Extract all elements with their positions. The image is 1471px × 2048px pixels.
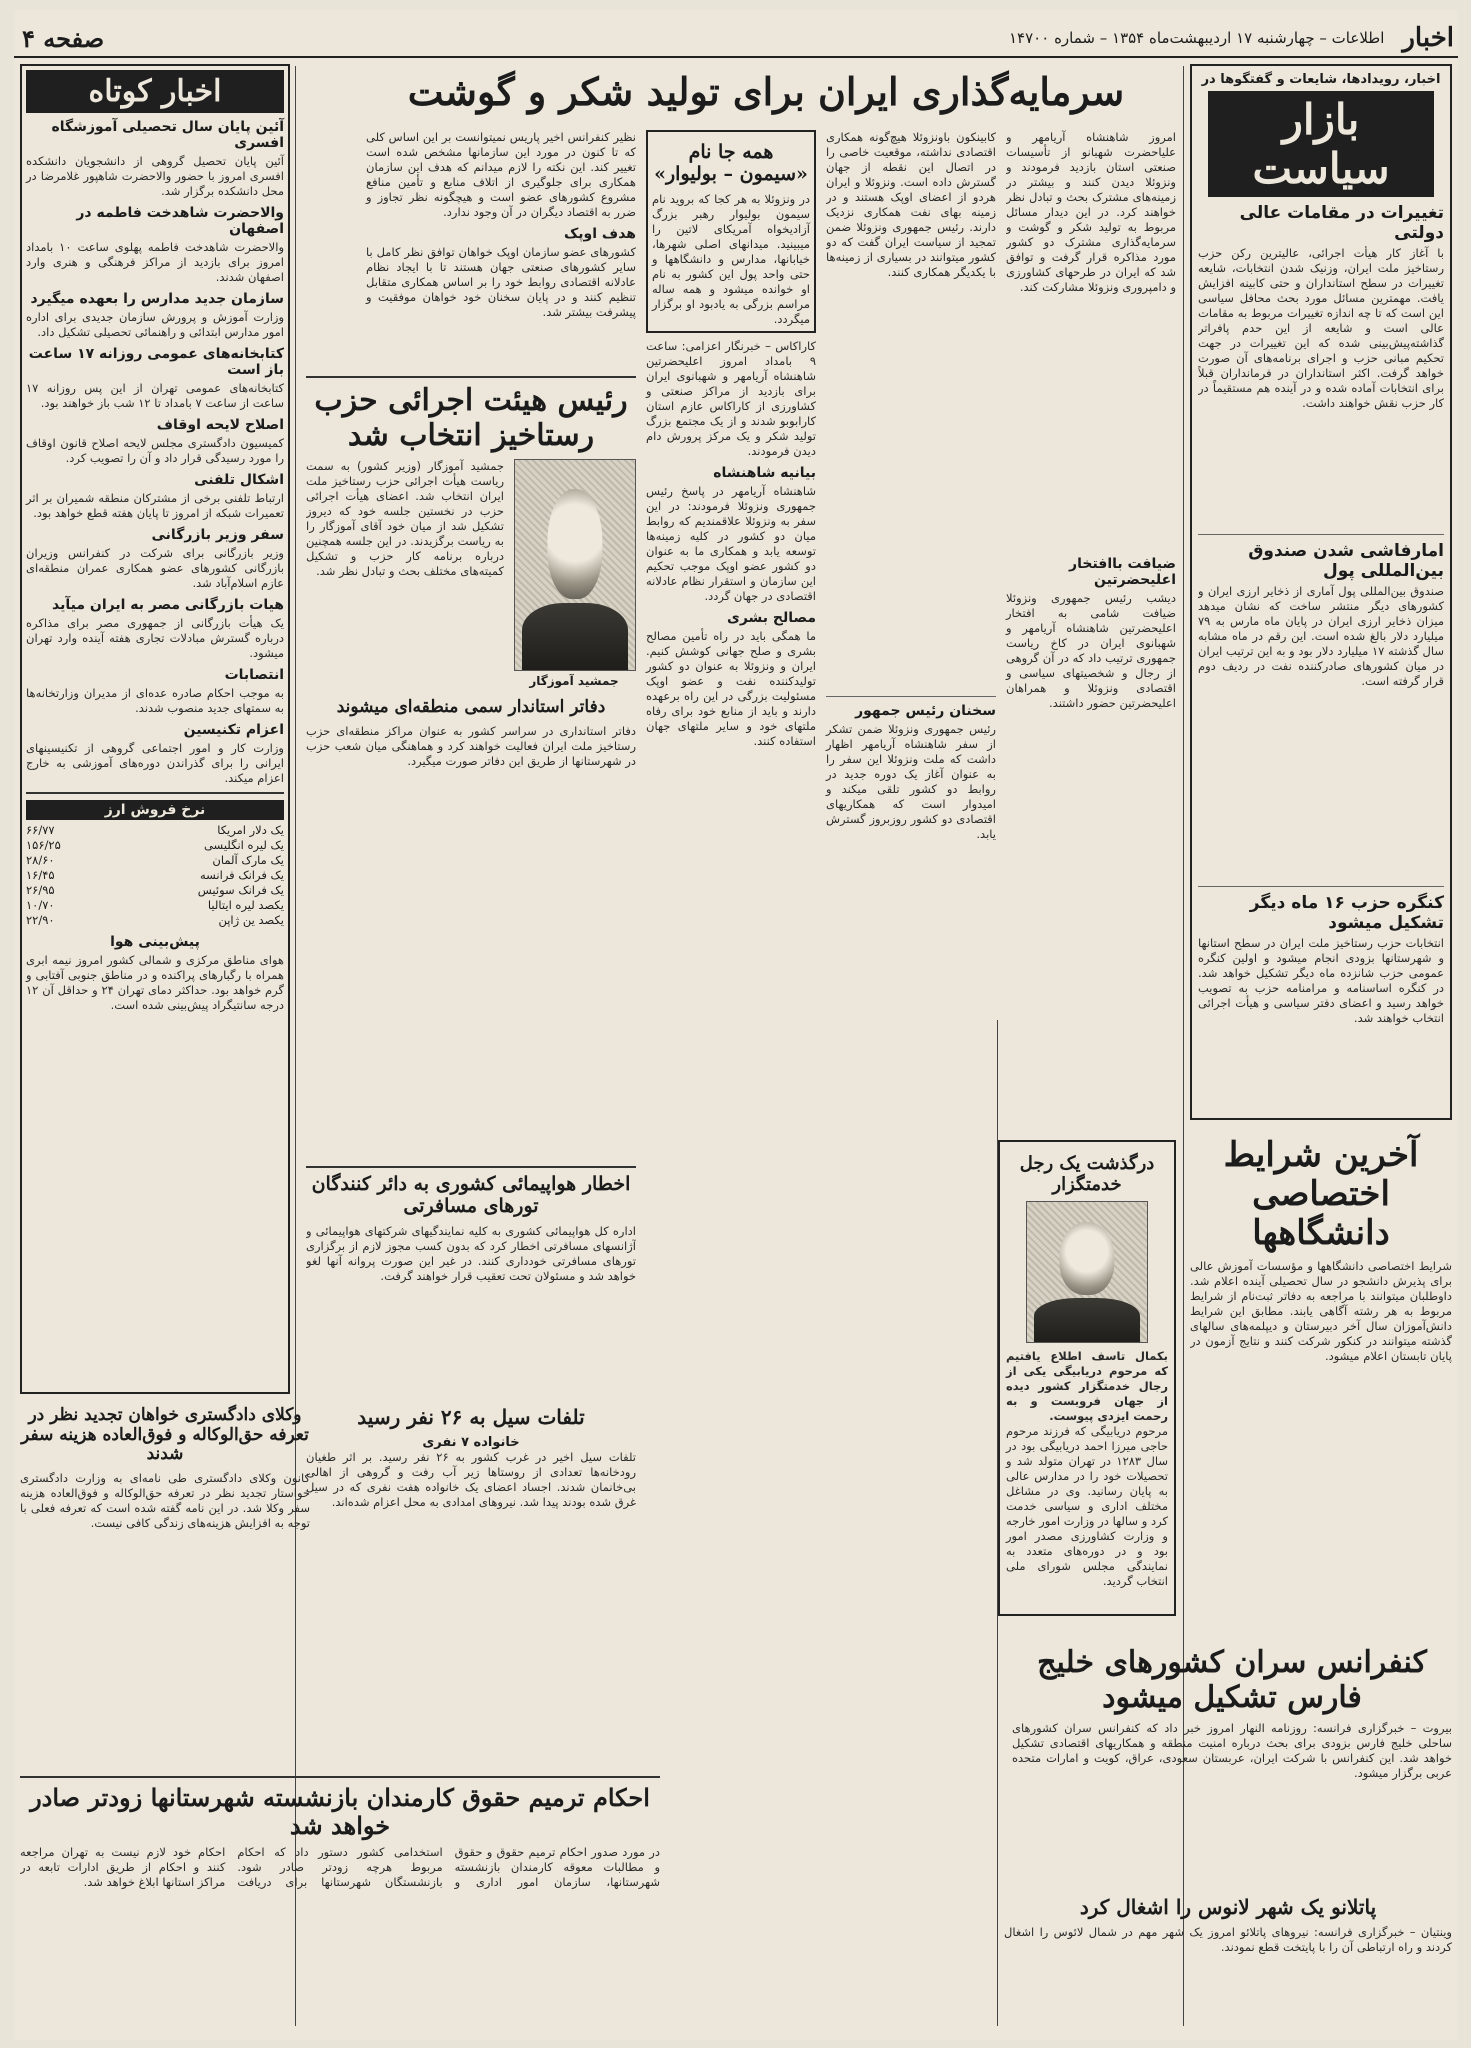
obituary-article [998, 1140, 1176, 1630]
brief-title: سازمان جدید مدارس را بعهده میگیرد [30, 291, 284, 307]
masthead [14, 20, 1458, 58]
statement-title: بیانیه شاهنشاه [713, 464, 816, 481]
office-body: دفاتر استانداری در سراسر کشور به عنوان مراکز منطقه‌ای حزب رستاخیز ملت ایران فعالیت خواهند کرد و هماهنگی میان شعب حزب در شهرستانها از طریق این دفاتر صورت میگیرد. [306, 723, 636, 768]
brief-body: یک هیأت بازرگانی از جمهوری مصر برای مذاکره درباره گسترش مبادلات تجاری هفته آینده وارد تهران میشود. [26, 616, 284, 660]
weather-title: پیش‌بینی هوا [110, 934, 200, 950]
weather-body: هوای مناطق مرکزی و شمالی کشور امروز نیمه ابری همراه با رگبارهای پراکنده و در مناطق جنوبی آفتابی و گرم خواهد بود. حداکثر دمای تهران ۲۴ و حداقل آن ۱۲ درجه سانتیگراد پیش‌بینی شده است. [26, 953, 284, 1012]
sugar-body-1: امروز شاهنشاه آریامهر و علیاحضرت شهبانو از تأسیسات صنعتی استان بازدید فرمودند و ونزوئلا دیدن کنند و بیشتر در زمینه‌های مشترک بحث و تبادل نظر خواهند کرد. در این دیدار مسائل مربوط به تولید شکر و گوشت و سرمایه‌گذاری مشترک دو کشور مورد مذاکره قرار گرفت و توافق شد که ایران در طرحهای کشاورزی و دامپروری ونزوئلا مشارکت کند. [1006, 130, 1176, 294]
brief-body: آئین پایان تحصیل گروهی از دانشجویان دانشکده افسری امروز با حضور والاحضرت شاهپور غلامرضا در محل دانشکده برگزار شد. [26, 154, 284, 198]
brief-title: آئین پایان سال تحصیلی آموزشگاه افسری [51, 119, 284, 151]
sugar-title: سرمایه‌گذاری ایران برای تولید شکر و گوشت [407, 69, 1125, 114]
lawyers-article [20, 1400, 310, 1760]
rate-name: یکصد ین ژاپن [218, 913, 284, 927]
gulf-article [1004, 1640, 1452, 1830]
page-number: صفحه ۴ [22, 23, 105, 53]
obituary-title: درگذشت یک رجل خدمتگزار [1019, 1153, 1155, 1195]
sugar-col-4 [366, 130, 636, 320]
rate-name: یک فرانک فرانسه [200, 868, 284, 882]
brief-title: انتصابات [224, 667, 284, 683]
bazar-title: بازار سیاست [1208, 91, 1434, 197]
bolivar-title: همه جا نام «سیمون – بولیوار» [654, 141, 808, 185]
brief-item [26, 472, 284, 521]
party-title: رئیس هیئت اجرائی حزب رستاخیز انتخاب شد [314, 383, 628, 453]
section-brand: اخبار [1402, 23, 1454, 53]
brief-title: کتابخانه‌های عمومی روزانه ۱۷ ساعت باز است [28, 346, 284, 378]
rate-value: ۶۶/۷۷ [26, 823, 55, 837]
gulf-body: بیروت – خبرگزاری فرانسه: روزنامه النهار امروز خبر داد که کنفرانس سران کشورهای ساحلی خلیج فارس بزودی برای بحث درباره امنیت منطقه و همکاریهای اقتصادی تشکیل خواهد شد. این کنفرانس با شرکت ایران، عربستان سعودی، عراق، کویت و امارات متحده عربی برگزار میشود. [1012, 1721, 1452, 1780]
brief-item [26, 119, 284, 199]
lawyers-title: وکلای دادگستری خواهان تجدید نظر در تعرفه حق‌الوکاله و فوق‌العاده هزینه سفر شدند [21, 1405, 309, 1465]
brief-item [26, 722, 284, 786]
lawyers-body: کانون وکلای دادگستری طی نامه‌ای به وزارت دادگستری خواستار تجدید نظر در تعرفه حق‌الوکاله و فوق‌العاده هزینه سفر وکلا شد. در این نامه گفته شده است که تعرفه فعلی با توجه به افزایش هزینه‌های زندگی کافی نیست. [20, 1470, 310, 1530]
party-body: جمشید آموزگار (وزیر کشور) به سمت ریاست هیأت اجرائی حزب رستاخیز ملت ایران انتخاب شد. اعضای هیأت اجرائی حزب در نخستین جلسه خود که دیروز تشکیل شد از میان خود آقای آموزگار را به ریاست برگزیدند. در این جلسه همچنین درباره برنامه کار حزب و تشکیل کمیته‌های مختلف بحث و تبادل نظر شد. [306, 459, 504, 578]
sugar-col-3 [646, 130, 816, 749]
brief-item [26, 667, 284, 716]
rate-value: ۱۶/۴۵ [26, 868, 55, 882]
bolivar-body: در ونزوئلا به هر کجا که بروید نام سیمون بولیوار رهبر بزرگ آزادیخواه آمریکای لاتین را میبینید. میدانهای اصلی شهرها، خیابانها، مدارس و دانشگاهها و حتی واحد پول این کشور به نام او خوانده میشود و همه ساله مراسم بزرگی به یادبود او برگزار میگردد. [652, 191, 810, 326]
brief-title: والاحضرت شاهدخت فاطمه در اصفهان [76, 205, 284, 237]
flood-title: تلفات سیل به ۲۶ نفر رسید [357, 1405, 585, 1429]
rate-name: یک دلار امریکا [217, 823, 284, 837]
brief-item [26, 346, 284, 411]
rates-title: نرخ فروش ارز [26, 800, 284, 820]
brief-body: ارتباط تلفنی برخی از مشترکان منطقه شمیران بر اثر تعمیرات شبکه از امروز تا پایان هفته قطع خواهد بود. [26, 491, 284, 520]
rate-name: یک مارک آلمان [212, 853, 284, 867]
office-title: دفاتر استاندار سمی منطقه‌ای میشوند [336, 697, 606, 717]
rate-value: ۱۵۶/۲۵ [26, 838, 61, 852]
rate-name: یکصد لیره ایتالیا [207, 898, 284, 912]
divider [306, 1166, 636, 1168]
airlines-article [306, 1160, 636, 1380]
obituary-caption: بکمال تاسف اطلاع یافتیم که مرحوم دریابیگی یکی از رجال خدمتگزار کشور دیده از جهان فروبست و به رحمت ایزدی پیوست. [1006, 1349, 1168, 1424]
lanus-title: پاتلانو یک شهر لانوس را اشغال کرد [1079, 1895, 1377, 1919]
brief-item [26, 417, 284, 466]
rate-value: ۲۲/۹۰ [26, 913, 55, 927]
pension-body: در مورد صدور احکام ترمیم حقوق و حقوق و مطالبات معوقه کارمندان بازنشسته شهرستانها، سازمان امور اداری و استخدامی کشور دستور داد که احکام مربوط هرچه زودتر صادر شود. بازنشستگان شهرستانها برای دریافت احکام خود لازم نیست به تهران مراجعه کنند و احکام از طریق ادارات تابعه در مراکز استانها ابلاغ خواهد شد. [20, 1845, 660, 1890]
bazar-s3-body: انتخابات حزب رستاخیز ملت ایران در سطح استانها و شهرستانها بزودی انجام میشود و اولین کنگره عمومی حزب شانزده ماه دیگر تشکیل خواهد شد. در کنگره اساسنامه و مرامنامه حزب به تصویب خواهد رسید و اعضای دفتر سیاسی و هیأت اجرائی انتخاب خواهند شد. [1198, 936, 1444, 1025]
amouzegar-photo [514, 459, 636, 671]
sugar-col-1 [1006, 130, 1176, 711]
party-article [306, 370, 636, 930]
issue-info: اطلاعات – چهارشنبه ۱۷ اردیبهشت‌ماه ۱۳۵۴ – شماره ۱۴۷۰۰ [1009, 29, 1385, 47]
banquet-title: ضیافت باافتخار اعلیحضرتین [1069, 556, 1176, 588]
bazar-s2-body: صندوق بین‌المللی پول آماری از ذخایر ارزی ایران و کشورهای دیگر منتشر ساخت که نشان میدهد میزان ذخایر ارزی ایران در پایان ماه مارس به ۷۹ میلیارد دلار بالغ شده است. این رقم در ماه مشابه سال گذشته ۱۷ میلیارد دلار بود و به این ترتیب ایران در میان کشورهای صادرکننده نفت در ردیف دوم قرار گرفته است. [1198, 584, 1444, 688]
tour-body: کاراکاس – خبرنگار اعزامی: ساعت ۹ بامداد امروز اعلیحضرتین شاهنشاه آریامهر و شهبانوی ایران برای بازدید از مراکز صنعتی و کشاورزی از کاراکاس عازم استان کارابوبو شدند و از یک مجتمع بزرگ تولید شکر و یک مرکز پرورش دام دیدن فرمودند. [646, 338, 816, 458]
rate-name: یک فرانک سوئیس [197, 883, 284, 897]
divider [26, 792, 284, 794]
brief-title: سفر وزیر بازرگانی [151, 527, 284, 543]
opec-title: هدف اوپک [563, 226, 636, 242]
flood-article [306, 1400, 636, 1770]
bazar-kicker: اخبار، رویدادها، شایعات و گفتگوها در [1201, 72, 1441, 87]
brief-item [26, 205, 284, 285]
brief-body: وزیر بازرگانی برای شرکت در کنفرانس وزیران بازرگانی کشورهای عضو همکاری عمران منطقه‌ای عازم اسلام‌آباد شد. [26, 546, 284, 590]
brief-title: هیات بازرگانی مصر به ایران میآید [52, 597, 284, 613]
peace-body: ما همگی باید در راه تأمین مصالح بشری و صلح جهانی کوشش کنیم. ایران و ونزوئلا به عنوان دو کشور تولیدکننده نفت و عضو اوپک مسئولیت بزرگی در این راه برعهده دارند و باید از منابع خود برای رفاه ملتهای خود و سایر ملتهای جهان استفاده کنند. [646, 628, 816, 748]
peace-title: مصالح بشری [727, 609, 816, 626]
divider [1198, 886, 1444, 887]
photo-caption: جمشید آموزگار [529, 674, 619, 688]
airlines-title: اخطار هواپیمائی کشوری به دائر کنندگان تورهای مسافرتی [311, 1173, 631, 1217]
obituary-box [998, 1140, 1176, 1616]
sugar-col-2 [826, 130, 996, 842]
bazar-s1-title: تغییرات در مقامات عالی دولتی [1239, 203, 1444, 243]
briefs-column [20, 64, 290, 1394]
bazar-s3-title: کنگره حزب ۱۶ ماه دیگر تشکیل میشود [1249, 893, 1444, 933]
pension-title: احکام ترمیم حقوق کارمندان بازنشسته شهرستانها زودتر صادر خواهد شد [30, 1783, 650, 1840]
rate-row [26, 898, 284, 913]
rate-row [26, 913, 284, 928]
brief-title: اصلاح لایحه اوقاف [156, 417, 284, 433]
sugar-body-2: کابینکون باونزوئلا هیچ‌گونه همکاری اقتصادی نداشته، موقعیت خاصی را در اتصال این نقطه از جهان گسترش داده است. ونزوئلا و ایران هردو از اعضای اوپک هستند و در زمینه بهای نفت همکاری نزدیک دارند. رئیس جمهوری ونزوئلا ضمن تمجید از سیاست ایران گفت که دو کشور میتوانند در بسیاری از زمینه‌ها با یکدیگر همکاری کنند. [826, 130, 996, 279]
brief-item [26, 597, 284, 661]
flood-subtitle: خانواده ۷ نفری [422, 1435, 520, 1450]
briefs-list [26, 119, 284, 786]
brief-body: وزارت آموزش و پرورش سازمان جدیدی برای اداره امور مدارس ابتدائی و راهنمائی تحصیلی تشکیل داد. [26, 310, 284, 339]
obituary-photo [1026, 1201, 1148, 1343]
rate-value: ۲۶/۹۵ [26, 883, 55, 897]
bazar-siasat-box [1190, 64, 1452, 1120]
statement-body: شاهنشاه آریامهر در پاسخ رئیس جمهوری ونزوئلا فرمودند: در این سفر به ونزوئلا علاقمندیم که روابط میان دو کشور در کلیه زمینه‌ها توسعه یابد و همکاری ما به عنوان دو کشور عضو اوپک موجب تحکیم این سازمان و استقرار نظام عادلانه اقتصادی در جهان گردد. [646, 483, 816, 603]
brief-body: والاحضرت شاهدخت فاطمه پهلوی ساعت ۱۰ بامداد امروز برای بازدید از مراکز فرهنگی و هنری وارد اصفهان شدند. [26, 240, 284, 284]
divider [20, 1776, 660, 1778]
pension-article [20, 1770, 660, 2030]
rate-row [26, 883, 284, 898]
opec-body: کشورهای عضو سازمان اوپک خواهان توافق نظر کامل با سایر کشورهای صنعتی جهان هستند تا با ایجاد نظام عادلانه اقتصادی روابط خود را بر اساس همکاری متقابل تنظیم کنند و در پایان سخنان خود خواهان موفقیت و پیشرفت بیشتر شد. [366, 245, 636, 319]
newspaper-page [14, 10, 1458, 2040]
brief-title: اعزام تکنیسین [183, 722, 284, 738]
president-title: سخنان رئیس جمهور [855, 703, 996, 719]
universities-title: آخرین شرایط اختصاصی دانشگاهها [1223, 1135, 1419, 1254]
divider [1198, 534, 1444, 535]
rate-row [26, 838, 284, 853]
obituary-body: مرحوم دریابیگی که فرزند مرحوم حاجی میرزا احمد دریابیگی بود در سال ۱۲۸۳ در تهران متولد شد و تحصیلات خود را در مدارس عالی به پایان رسانید. وی در مشاغل مختلف اداری و سیاسی خدمت کرد و سالها در وزارت امور خارجه و وزارت کشاورزی مصدر امور بود و در دوره‌های متعدد به نمایندگی مجلس شورای ملی انتخاب گردید. [1006, 1424, 1168, 1589]
bolivar-box [646, 130, 816, 333]
rate-row [26, 853, 284, 868]
universities-article [1190, 1130, 1452, 1630]
brief-item [26, 291, 284, 340]
brief-title: اشکال تلفنی [194, 472, 284, 488]
flood-body: تلفات سیل اخیر در غرب کشور به ۲۶ نفر رسید. بر اثر طغیان رودخانه‌ها تعدادی از روستاها زیر آب رفت و گروهی از اهالی بی‌خانمان شدند. اجساد اعضای یک خانواده هفت نفری که در سیل غرق شده بودند پیدا شد. نیروهای امدادی به محل اعزام شده‌اند. [306, 1450, 636, 1509]
brief-body: وزارت کار و امور اجتماعی گروهی از تکنیسینهای ایرانی را برای گذراندن دوره‌های آموزشی به خارج اعزام میکند. [26, 741, 284, 785]
rate-name: یک لیره انگلیسی [203, 838, 284, 852]
rate-row [26, 823, 284, 838]
rate-value: ۲۸/۶۰ [26, 853, 55, 867]
brief-item [26, 527, 284, 591]
briefs-title: اخبار کوتاه [26, 70, 284, 113]
rates-list [26, 823, 284, 928]
bazar-s1-body: با آغاز کار هیأت اجرائی، عالیترین رکن حزب رستاخیز ملت ایران، وزنیک شدن انتخابات، شایعه تغییرات در سطح استانداران و حتی کابینه افزایش یافت. مهمترین مسائل مورد بحث محافل سیاسی این است که تا چه اندازه تغییرات مربوط به مقامات عالی است و شایعه از این حدم پافراتر گذاشته‌پیش‌بینی شده که این تغییرات در جهت تحکیم مبانی حزب و اجرای برنامه‌های آن صورت خواهد گرفت. اکثر استانداران در فرمانداران قبلاً برای انتخابات آماده شده و در آینده هم مستقیماً در کار حزب نقش خواهند داشت. [1198, 246, 1444, 410]
lanus-article [1004, 1890, 1452, 2030]
brief-body: کمیسیون دادگستری مجلس لایحه اصلاح قانون اوقاف را مورد رسیدگی قرار داد و آن را تصویب کرد. [26, 436, 284, 465]
universities-body: شرایط اختصاصی دانشگاهها و مؤسسات آموزش عالی برای پذیرش دانشجو در سال تحصیلی آینده اعلام شد. داوطلبان میتوانند با مراجعه به دفاتر ثبت‌نام از شرایط مربوط به هر رشته آگاهی یابند. مطابق این شرایط دانش‌آموزان سال آخر دبیرستان و دیپلمه‌های سالهای گذشته میتوانند در کنکور شرکت کنند و نتایج آزمون در پایان تابستان اعلام میشود. [1190, 1259, 1452, 1364]
brief-body: کتابخانه‌های عمومی تهران از این پس روزانه ۱۷ ساعت از ساعت ۷ بامداد تا ۱۲ شب باز خواهند بود. [26, 381, 284, 410]
sugar-body-3: نظیر کنفرانس اخیر پاریس نمیتوانست بر این اساس کلی که تا کنون در مورد این سازمانها مشخص شده است تغییر کند. این نکته را لازم میدانم که هدف این سازمان همکاری برای جلوگیری از اتلاف منابع و تأمین منافع مشروع کشورهای عضو است و هیچگونه نظر تجاوز و ضرر به اقتصاد دیگران در آن وجود ندارد. [366, 130, 636, 219]
banquet-body: دیشب رئیس جمهوری ونزوئلا ضیافت شامی به افتخار اعلیحضرتین شاهنشاه آریامهر و شهبانوی ایران در کاخ ریاست جمهوری ترتیب داد که در آن گروهی از رجال و شخصیتهای سیاسی و اقتصادی ونزوئلا و همراهان اعلیحضرتین حضور داشتند. [1006, 591, 1176, 710]
bazar-s2-title: امارفاشی شدن صندوق بین‌المللی پول [1248, 541, 1444, 581]
gulf-title: کنفرانس سران کشورهای خلیج فارس تشکیل میشود [1037, 1645, 1427, 1715]
lanus-body: وینتیان – خبرگزاری فرانسه: نیروهای پاتلائو امروز یک شهر مهم در شمال لائوس را اشغال کردند و راه ارتباطی آن را با پایتخت قطع نمودند. [1004, 1925, 1452, 1954]
airlines-body: اداره کل هواپیمائی کشوری به کلیه نمایندگیهای شرکتهای هواپیمائی و آژانسهای مسافرتی اخطار کرد که بدون کسب مجوز لازم از برگزاری تورهای مسافرتی خودداری کنند. در غیر این صورت پروانه آنها لغو خواهد شد و مسئولان تحت تعقیب قرار خواهند گرفت. [306, 1223, 636, 1283]
divider [306, 376, 636, 378]
rate-value: ۱۰/۷۰ [26, 898, 55, 912]
brief-body: به موجب احکام صادره عده‌ای از مدیران وزارتخانه‌ها به سمتهای جدید منصوب شدند. [26, 686, 284, 715]
divider [826, 696, 996, 697]
rate-row [26, 868, 284, 883]
bazar-siasat-column [1190, 64, 1452, 1124]
president-body: رئیس جمهوری ونزوئلا ضمن تشکر از سفر شاهنشاه آریامهر اظهار داشت که ملت ونزوئلا این سفر را به عنوان آغاز یک دوره جدید در روابط دو کشور تلقی میکند و امیدوار است که همکاریهای اقتصادی دو کشور روزبروز گسترش یابد. [826, 722, 996, 841]
